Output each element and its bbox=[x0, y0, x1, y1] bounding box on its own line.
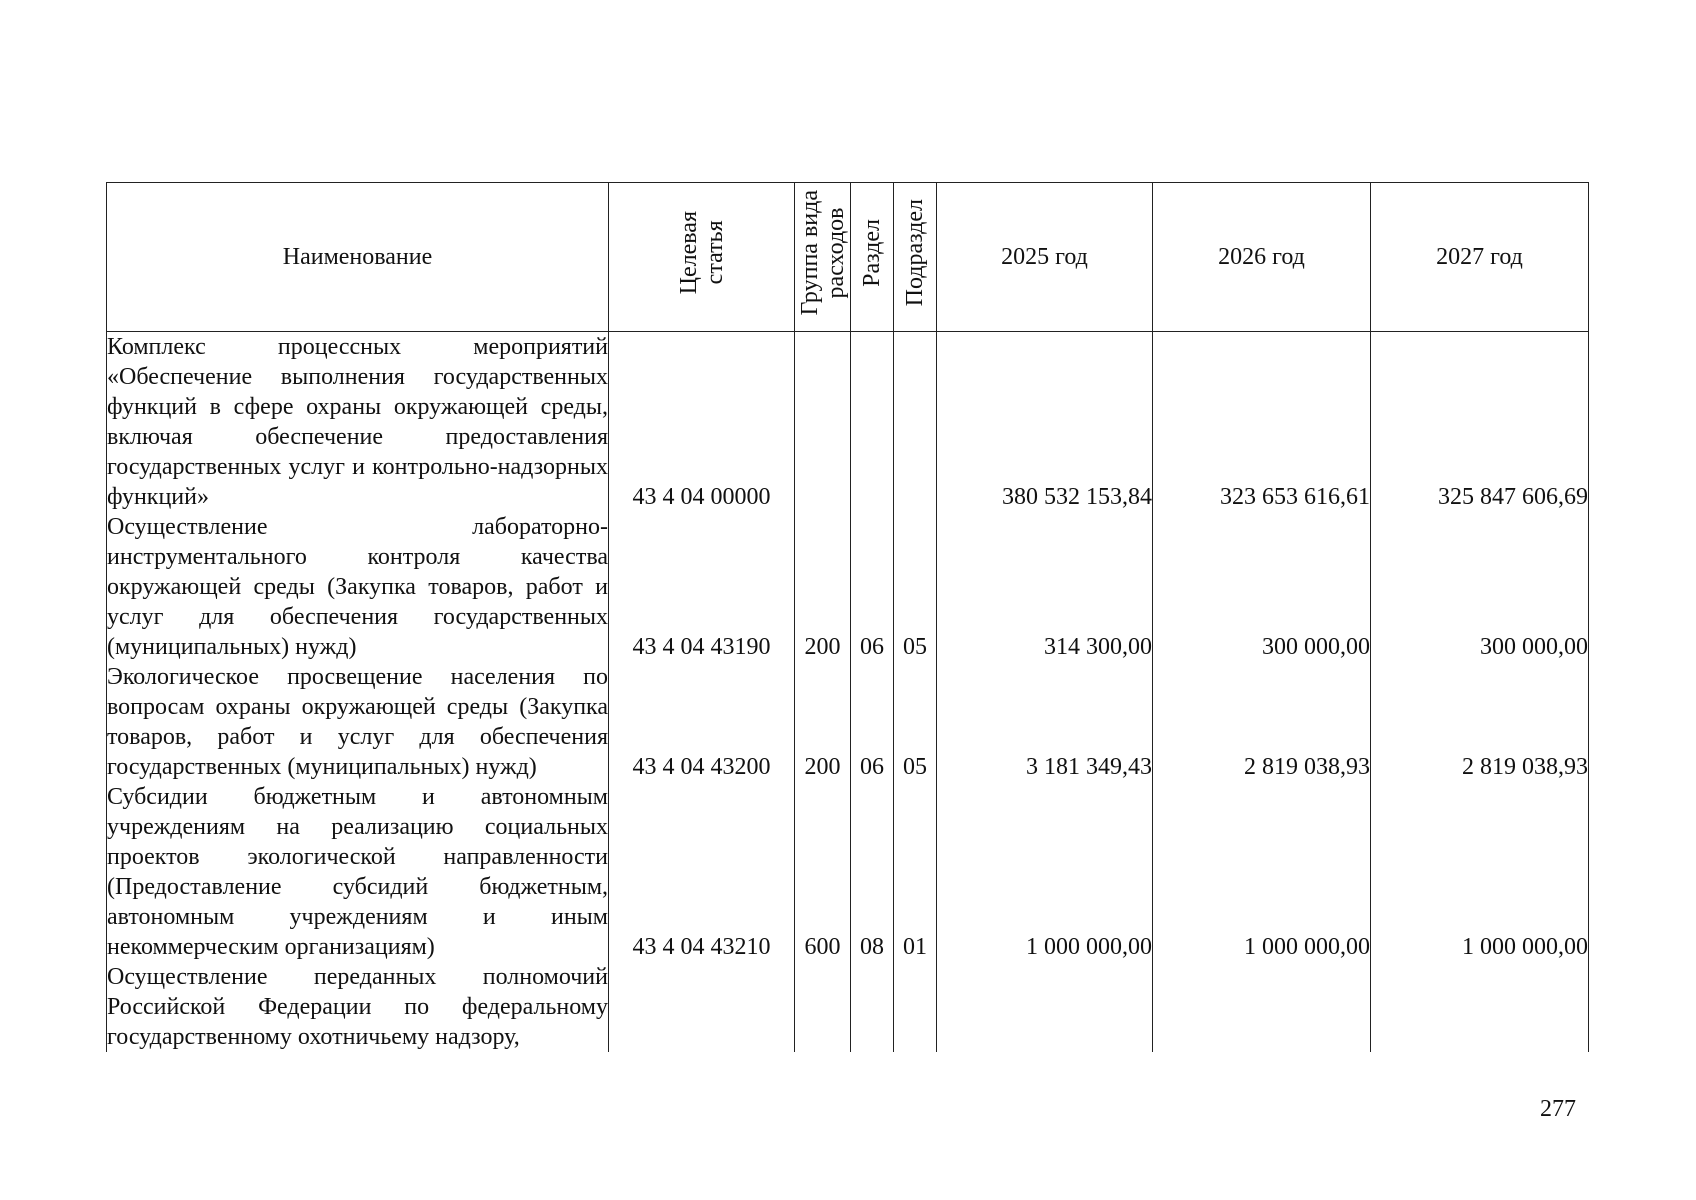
header-name: Наименование bbox=[107, 183, 609, 332]
header-expense-group: Группа вида расходов bbox=[795, 183, 851, 332]
row-amount-2025: 1 000 000,00 bbox=[937, 782, 1153, 962]
row-expense-group: 200 bbox=[795, 662, 851, 782]
row-section bbox=[851, 962, 894, 1052]
row-section bbox=[851, 332, 894, 513]
row-amount-2025: 314 300,00 bbox=[937, 512, 1153, 662]
row-name: Субсидии бюджетным и автономным учреждениям на реализацию социальных проектов экологической направленности (Предоставление субсидий бюджетным, автономным учреждениям и иным некоммерческим организациям) bbox=[107, 784, 608, 960]
table-row bbox=[107, 512, 1589, 662]
header-section: Раздел bbox=[851, 183, 894, 332]
row-amount-2025: 3 181 349,43 bbox=[937, 662, 1153, 782]
row-amount-2026: 323 653 616,61 bbox=[1153, 332, 1371, 513]
row-amount-2027: 1 000 000,00 bbox=[1371, 782, 1589, 962]
row-amount-2026: 1 000 000,00 bbox=[1153, 782, 1371, 962]
row-target-article: 43 4 04 43210 bbox=[609, 782, 795, 962]
table-row bbox=[107, 332, 1589, 513]
header-subsection: Подраздел bbox=[894, 183, 937, 332]
table-row bbox=[107, 782, 1589, 962]
row-subsection bbox=[894, 962, 937, 1052]
row-amount-2027 bbox=[1371, 962, 1589, 1052]
row-subsection: 05 bbox=[894, 512, 937, 662]
row-expense-group bbox=[795, 962, 851, 1052]
row-target-article: 43 4 04 00000 bbox=[609, 332, 795, 513]
header-2025: 2025 год bbox=[937, 183, 1153, 332]
header-2027: 2027 год bbox=[1371, 183, 1589, 332]
row-amount-2026 bbox=[1153, 962, 1371, 1052]
row-amount-2027: 325 847 606,69 bbox=[1371, 332, 1589, 513]
table-header-row bbox=[107, 183, 1589, 332]
row-name: Осуществление лабораторно-инструментального контроля качества окружающей среды (Закупка товаров, работ и услуг для обеспечения государственных (муниципальных) нужд) bbox=[107, 514, 608, 660]
row-subsection: 05 bbox=[894, 662, 937, 782]
row-amount-2026: 2 819 038,93 bbox=[1153, 662, 1371, 782]
header-target-article: Целевая статья bbox=[609, 183, 795, 332]
row-section: 06 bbox=[851, 662, 894, 782]
row-amount-2027: 2 819 038,93 bbox=[1371, 662, 1589, 782]
header-2026: 2026 год bbox=[1153, 183, 1371, 332]
row-expense-group bbox=[795, 332, 851, 513]
budget-table bbox=[106, 182, 1589, 1052]
row-section: 06 bbox=[851, 512, 894, 662]
row-target-article bbox=[609, 962, 795, 1052]
row-amount-2025: 380 532 153,84 bbox=[937, 332, 1153, 513]
row-subsection: 01 bbox=[894, 782, 937, 962]
table-row bbox=[107, 962, 1589, 1052]
table-row bbox=[107, 662, 1589, 782]
row-amount-2027: 300 000,00 bbox=[1371, 512, 1589, 662]
row-target-article: 43 4 04 43190 bbox=[609, 512, 795, 662]
row-subsection bbox=[894, 332, 937, 513]
row-amount-2025 bbox=[937, 962, 1153, 1052]
row-expense-group: 600 bbox=[795, 782, 851, 962]
row-expense-group: 200 bbox=[795, 512, 851, 662]
row-name: Осуществление переданных полномочий Российской Федерации по федеральному государственному охотничьему надзору, bbox=[107, 964, 608, 1050]
row-target-article: 43 4 04 43200 bbox=[609, 662, 795, 782]
row-name: Комплекс процессных мероприятий «Обеспечение выполнения государственных функций в сфере охраны окружающей среды, включая обеспечение предоставления государственных услуг и контрольно-надзорных функций» bbox=[107, 332, 609, 513]
row-section: 08 bbox=[851, 782, 894, 962]
row-name: Экологическое просвещение населения по вопросам охраны окружающей среды (Закупка товаров, работ и услуг для обеспечения государственных (муниципальных) нужд) bbox=[107, 664, 608, 780]
row-amount-2026: 300 000,00 bbox=[1153, 512, 1371, 662]
page-number: 277 bbox=[1540, 1096, 1576, 1122]
